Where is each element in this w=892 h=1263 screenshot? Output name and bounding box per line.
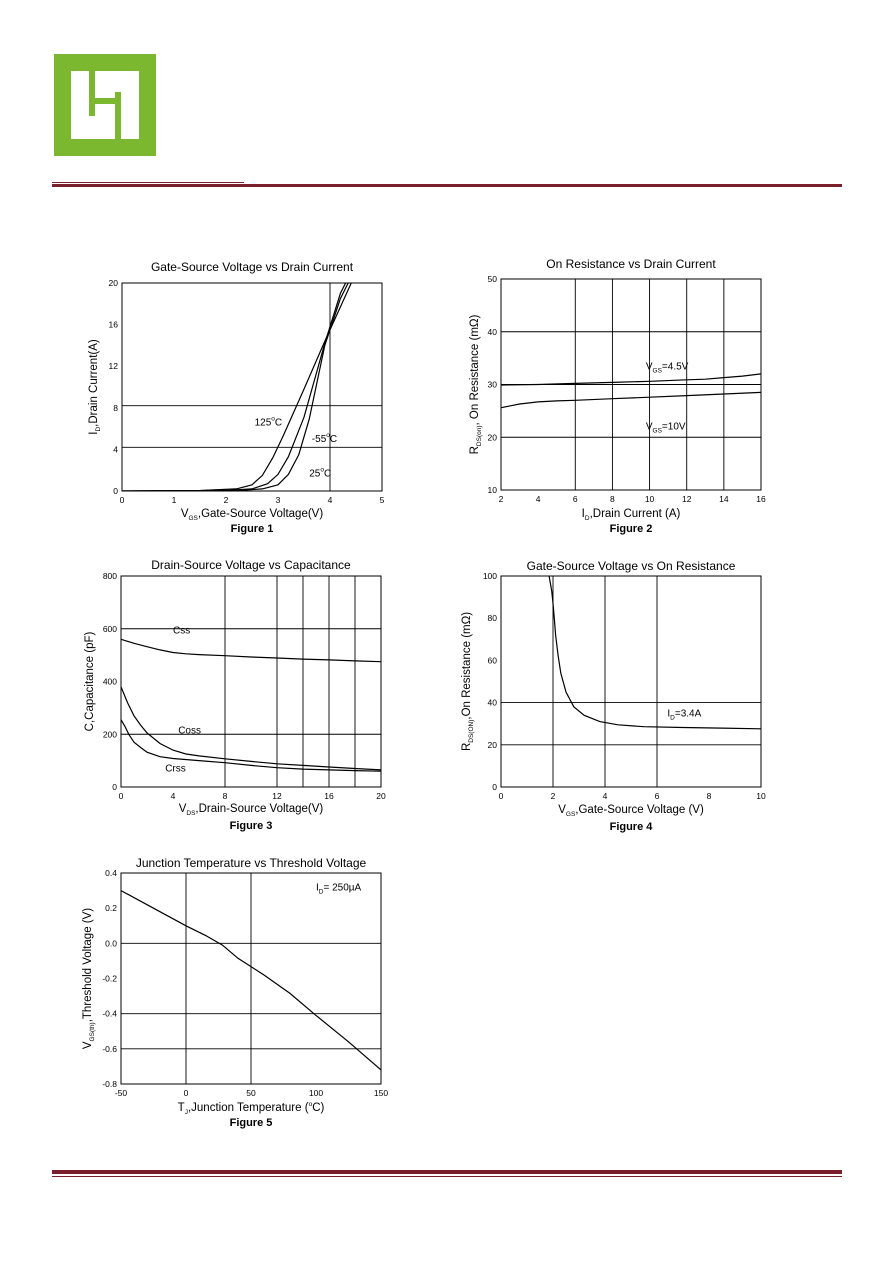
- x-tick-label: 6: [654, 791, 660, 801]
- y-tick-label: 0.4: [105, 868, 117, 878]
- annotation-label: $V_{GS}=4.5V$: [645, 361, 689, 375]
- y-tick-label: 400: [102, 676, 117, 687]
- x-tick-label: 14: [719, 494, 729, 504]
- x-tick-label: 10: [644, 494, 655, 504]
- x-tick-label: 4: [327, 495, 333, 505]
- figure-caption: Figure 2: [609, 523, 653, 535]
- x-tick-label: 50: [246, 1088, 256, 1098]
- y-tick-label: 10: [487, 485, 497, 495]
- y-tick-label: 12: [108, 361, 118, 372]
- x-tick-label: 2: [550, 791, 556, 801]
- y-axis-label: $R_{DS(ON)},On$ Resistance (mΩ): [461, 611, 475, 752]
- y-tick-label: 0: [112, 782, 117, 792]
- y-tick-label: 20: [487, 432, 497, 443]
- x-axis-label: $V_{GS},Gate$-Source Voltage(V): [180, 508, 324, 522]
- annotation-label: Css: [173, 625, 191, 637]
- x-tick-label: 10: [756, 791, 766, 801]
- x-tick-label: 6: [572, 494, 578, 504]
- y-axis-label: $R_{DS(on)}$, On Resistance (mΩ): [469, 314, 483, 455]
- annotation-label: Crss: [165, 763, 186, 775]
- x-tick-label: 4: [170, 791, 176, 801]
- y-tick-label: -0.4: [102, 1008, 117, 1019]
- y-tick-label: -0.6: [102, 1043, 117, 1054]
- x-tick-label: 8: [706, 791, 712, 801]
- y-tick-label: 0: [492, 782, 497, 792]
- y-tick-label: -0.8: [102, 1079, 117, 1089]
- chart-title: Gate-Source Voltage vs Drain Current: [150, 260, 354, 274]
- y-tick-label: 0: [113, 486, 118, 496]
- annotation-label: $V_{GS}=10V$: [645, 421, 686, 435]
- x-tick-label: 1: [171, 495, 177, 505]
- y-axis-label: C,Capacitance (pF): [84, 631, 96, 732]
- y-tick-label: 20: [487, 739, 497, 750]
- y-tick-label: 60: [487, 655, 497, 666]
- x-tick-label: 4: [535, 494, 541, 504]
- x-tick-label: -50: [114, 1088, 128, 1098]
- annotation-label: -55$^o$C: [311, 432, 338, 446]
- y-tick-label: 16: [108, 319, 118, 330]
- y-tick-label: 20: [108, 278, 118, 288]
- x-tick-label: 16: [324, 791, 334, 801]
- figure-caption: Figure 1: [230, 523, 274, 535]
- y-tick-label: -0.2: [102, 973, 117, 984]
- y-tick-label: 50: [487, 274, 497, 284]
- x-tick-label: 20: [376, 791, 386, 801]
- x-axis-label: $I_D,Drain$ Current (A): [581, 508, 681, 522]
- x-tick-label: 2: [498, 494, 504, 504]
- x-tick-label: 8: [222, 791, 228, 801]
- y-tick-label: 600: [102, 623, 117, 634]
- x-tick-label: 150: [373, 1088, 389, 1098]
- y-tick-label: 40: [487, 697, 497, 708]
- x-tick-label: 2: [223, 495, 229, 505]
- figure-caption: Figure 5: [229, 1117, 273, 1129]
- x-tick-label: 0: [119, 495, 125, 505]
- x-axis-label: $V_{DS},Drain$-Source Voltage(V): [178, 803, 324, 817]
- x-axis-label: $T_J,Junction$ Temperature ($^o$C): [177, 1101, 325, 1116]
- chart-title: On Resistance vs Drain Current: [546, 257, 716, 271]
- x-tick-label: 4: [602, 791, 608, 801]
- y-tick-label: 0.0: [105, 938, 117, 949]
- x-tick-label: 0: [498, 791, 504, 801]
- annotation-label: 125$^o$C: [254, 415, 283, 429]
- x-tick-label: 0: [118, 791, 124, 801]
- y-tick-label: 0.2: [105, 903, 117, 914]
- y-tick-label: 200: [102, 729, 117, 740]
- y-tick-label: 80: [487, 613, 497, 624]
- annotation-label: $I_D=3.4A$: [667, 708, 702, 722]
- y-tick-label: 30: [487, 379, 497, 390]
- x-tick-label: 0: [183, 1088, 189, 1098]
- y-tick-label: 40: [487, 326, 497, 337]
- y-axis-label: $V_{GS(th)},Threshold$ Voltage (V): [82, 907, 96, 1050]
- x-tick-label: 16: [756, 494, 766, 504]
- x-tick-label: 8: [610, 494, 615, 504]
- y-tick-label: 4: [113, 444, 118, 455]
- y-tick-label: 100: [482, 571, 497, 581]
- annotation-label: $I_D= 250\mu A$: [316, 882, 362, 896]
- x-tick-label: 3: [275, 495, 281, 505]
- chart-title: Drain-Source Voltage vs Capacitance: [151, 558, 351, 572]
- y-tick-label: 800: [102, 571, 117, 581]
- annotation-label: 25$^o$C: [309, 466, 332, 480]
- chart-title: Gate-Source Voltage vs On Resistance: [526, 559, 736, 573]
- y-axis-label: $I_D,Drain$ Current(A): [88, 339, 102, 435]
- x-tick-label: 100: [308, 1088, 324, 1098]
- figure-caption: Figure 3: [229, 820, 273, 832]
- figure-caption: Figure 4: [609, 821, 653, 833]
- x-tick-label: 5: [379, 495, 385, 505]
- x-tick-label: 12: [681, 494, 692, 504]
- chart-title: Junction Temperature vs Threshold Voltage: [135, 856, 367, 870]
- y-tick-label: 8: [113, 402, 118, 413]
- x-axis-label: $V_{GS},Gate$-Source Voltage (V): [558, 804, 704, 818]
- x-tick-label: 12: [272, 791, 282, 801]
- annotation-label: Coss: [178, 725, 201, 737]
